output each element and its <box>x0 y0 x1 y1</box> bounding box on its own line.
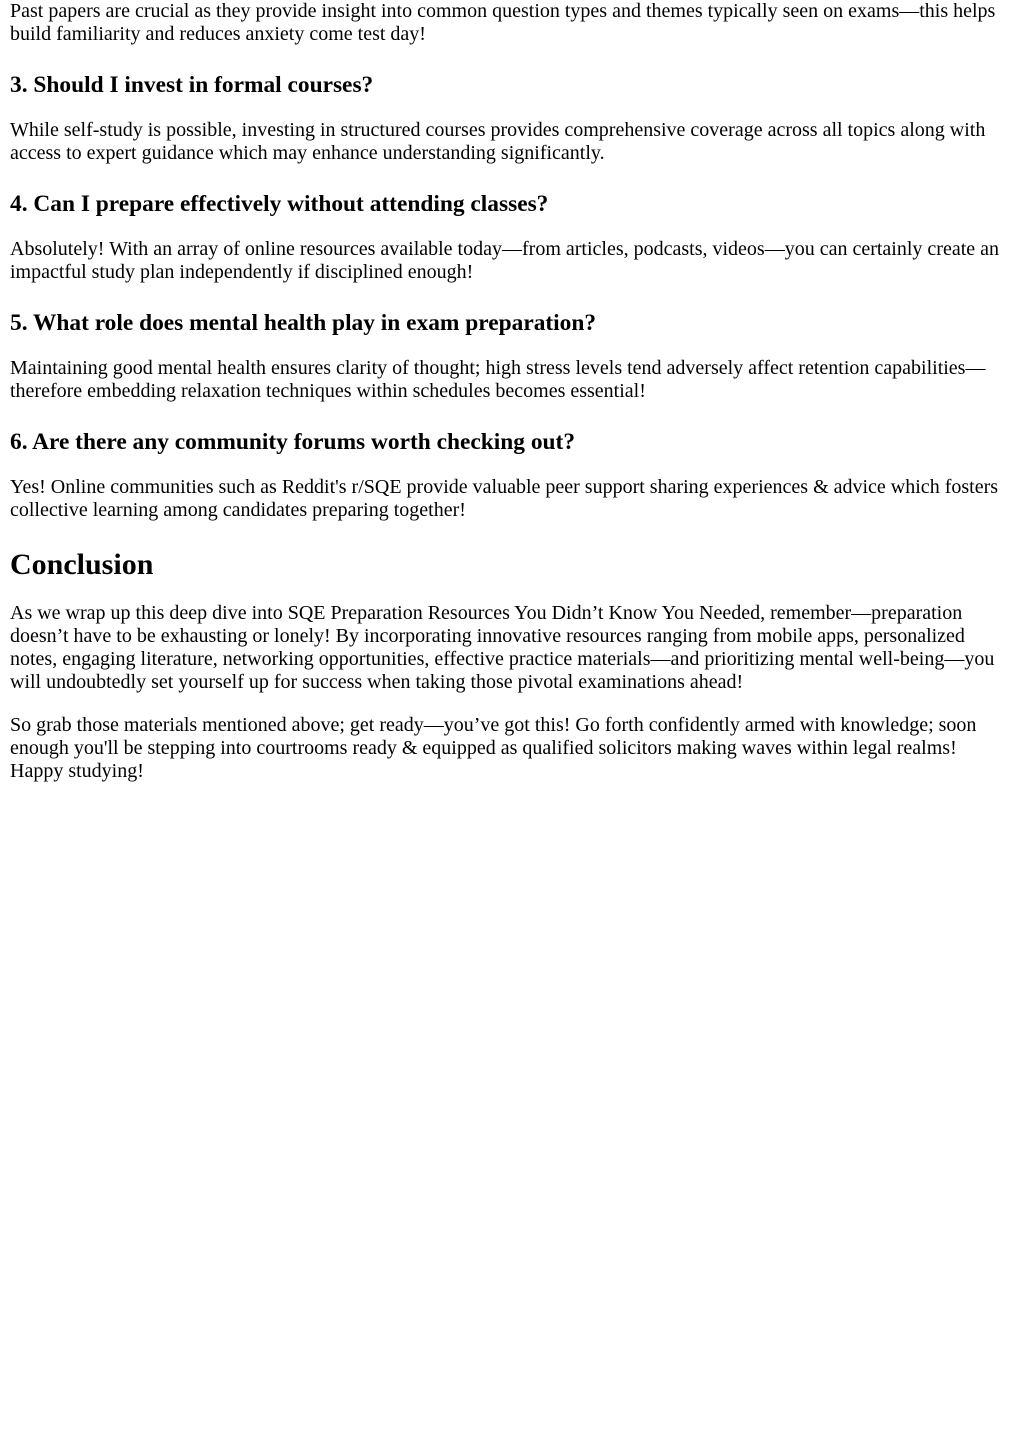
faq-question-5: 5. What role does mental health play in exam preparation? <box>10 310 597 336</box>
faq-answer-3: While self-study is possible, investing in structured courses provides comprehensive coverage across all topics along with access to expert guidance which may enhance understanding significantly. <box>10 119 986 164</box>
faq-answer-6: Yes! Online communities such as Reddit's r/SQE provide valuable peer support sharing experiences & advice which fosters collective learning among candidates preparing together! <box>10 476 999 521</box>
faq-question-3: 3. Should I invest in formal courses? <box>10 72 374 98</box>
faq-answer-4: Absolutely! With an array of online resources available today—from articles, podcasts, videos—you can certainly create an impactful study plan independently if disciplined enough! <box>10 238 1000 283</box>
faq-answer-5: Maintaining good mental health ensures clarity of thought; high stress levels tend adversely affect retention capabilities—therefore embedding relaxation techniques within schedules becomes essential! <box>10 357 986 402</box>
conclusion-paragraph: As we wrap up this deep dive into SQE Preparation Resources You Didn’t Know You Needed, remember—preparation doesn’t have to be exhausting or lonely! By incorporating innovative resources ranging from mobile apps, personalized notes, engaging literature, networking opportunities, effective practice materials—and prioritizing mental well-being—you will undoubtedly set yourself up for success when taking those pivotal examinations ahead! <box>10 602 995 693</box>
faq-question-6: 6. Are there any community forums worth checking out? <box>10 429 576 455</box>
conclusion-heading: Conclusion <box>10 548 154 581</box>
closing-paragraph: So grab those materials mentioned above; get ready—you’ve got this! Go forth confidently armed with knowledge; soon enough you'll be stepping into courtrooms ready & equipped as qualified solicitors making waves within legal realms! Happy studying! <box>10 714 977 782</box>
intro-paragraph: Past papers are crucial as they provide insight into common question types and themes typically seen on exams—this helps build familiarity and reduces anxiety come test day! <box>10 0 996 45</box>
faq-question-4: 4. Can I prepare effectively without attending classes? <box>10 191 549 217</box>
